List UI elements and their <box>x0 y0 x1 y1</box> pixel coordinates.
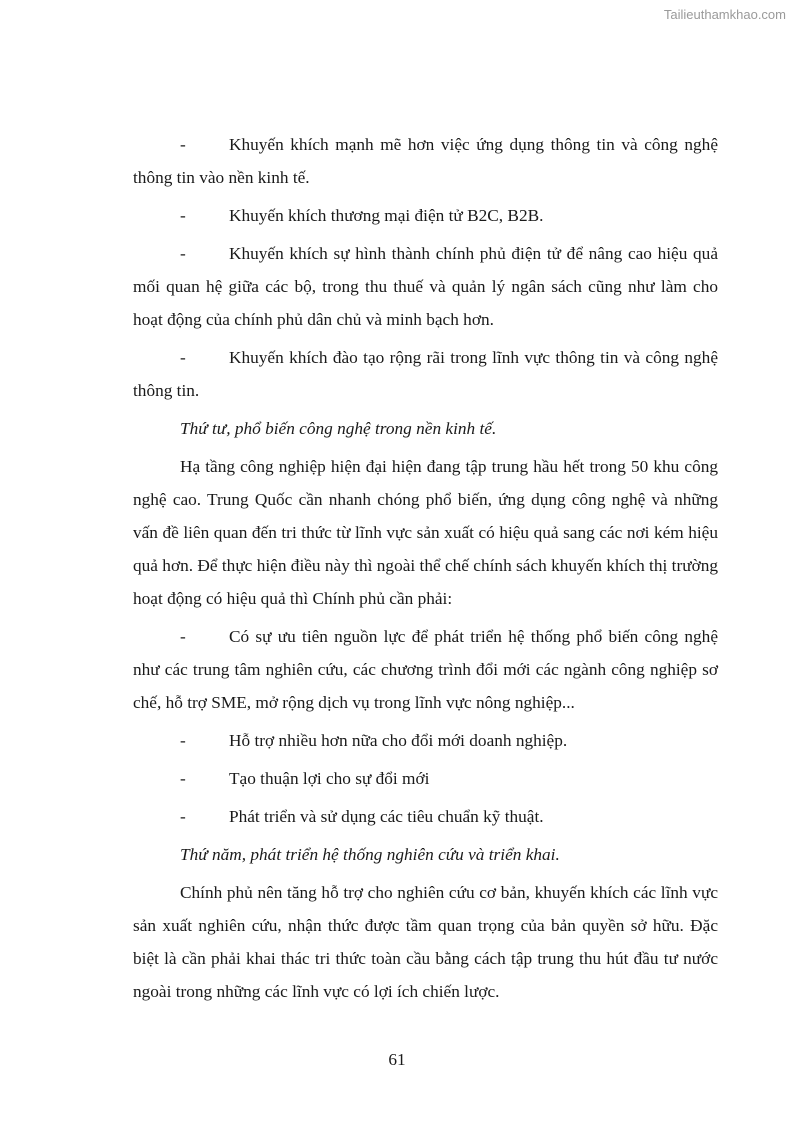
bullet-item <box>133 800 718 833</box>
bullet-dash: - <box>180 627 186 646</box>
bullet-text: Khuyến khích thương mại điện tử B2C, B2B. <box>229 206 544 225</box>
bullet-item <box>133 341 718 407</box>
bullet-dash: - <box>180 807 186 826</box>
watermark: Tailieuthamkhao.com <box>663 7 786 22</box>
section-heading-fifth: Thứ năm, phát triển hệ thống nghiên cứu và triển khai. <box>180 845 560 864</box>
bullet-dash: - <box>180 731 186 750</box>
bullet-text: Khuyến khích mạnh mẽ hơn việc ứng dụng thông tin và công nghệ thông tin vào nền kinh tế. <box>133 135 718 187</box>
section-heading-fourth: Thứ tư, phổ biến công nghệ trong nền kinh tế. <box>180 419 497 438</box>
bullet-dash: - <box>180 244 186 263</box>
bullet-dash: - <box>180 135 186 154</box>
bullet-text: Phát triển và sử dụng các tiêu chuẩn kỹ thuật. <box>229 807 544 826</box>
bullet-item <box>133 762 718 795</box>
bullet-text: Khuyến khích đào tạo rộng rãi trong lĩnh vực thông tin và công nghệ thông tin. <box>133 348 718 400</box>
bullet-item <box>133 237 718 336</box>
bullet-text: Khuyến khích sự hình thành chính phủ điện tử để nâng cao hiệu quả mối quan hệ giữa các bộ, trong thu thuế và quản lý ngân sách cũng như làm cho hoạt động của chính phủ dân chủ và minh bạch hơn. <box>133 244 718 329</box>
page-number: 61 <box>388 1050 406 1069</box>
bullet-dash: - <box>180 769 186 788</box>
paragraph: Hạ tầng công nghiệp hiện đại hiện đang tập trung hầu hết trong 50 khu công nghệ cao. Trung Quốc cần nhanh chóng phổ biến, ứng dụng công nghệ và những vấn đề liên quan đến tri thức từ lĩnh vực sản xuất có hiệu quả sang các nơi kém hiệu quả hơn. Để thực hiện điều này thì ngoài thể chế chính sách khuyến khích thị trường hoạt động có hiệu quả thì Chính phủ cần phải: <box>133 457 718 608</box>
document-body <box>133 128 718 1013</box>
bullet-item <box>133 724 718 757</box>
bullet-item <box>133 620 718 719</box>
bullet-text: Hỗ trợ nhiều hơn nữa cho đổi mới doanh nghiệp. <box>229 731 568 750</box>
bullet-text: Có sự ưu tiên nguồn lực để phát triển hệ thống phổ biến công nghệ như các trung tâm nghiên cứu, các chương trình đổi mới các ngành công nghiệp sơ chế, hỗ trợ SME, mở rộng dịch vụ trong lĩnh vực nông nghiệp... <box>133 627 718 712</box>
paragraph: Chính phủ nên tăng hỗ trợ cho nghiên cứu cơ bản, khuyến khích các lĩnh vực sản xuất nghiên cứu, nhận thức được tầm quan trọng của bản quyền sở hữu. Đặc biệt là cần phải khai thác tri thức toàn cầu bằng cách tập trung thu hút đầu tư nước ngoài trong những các lĩnh vực có lợi ích chiến lược. <box>133 883 718 1001</box>
bullet-item <box>133 128 718 194</box>
bullet-dash: - <box>180 348 186 367</box>
bullet-text: Tạo thuận lợi cho sự đổi mới <box>229 769 430 788</box>
bullet-dash: - <box>180 206 186 225</box>
bullet-item <box>133 199 718 232</box>
